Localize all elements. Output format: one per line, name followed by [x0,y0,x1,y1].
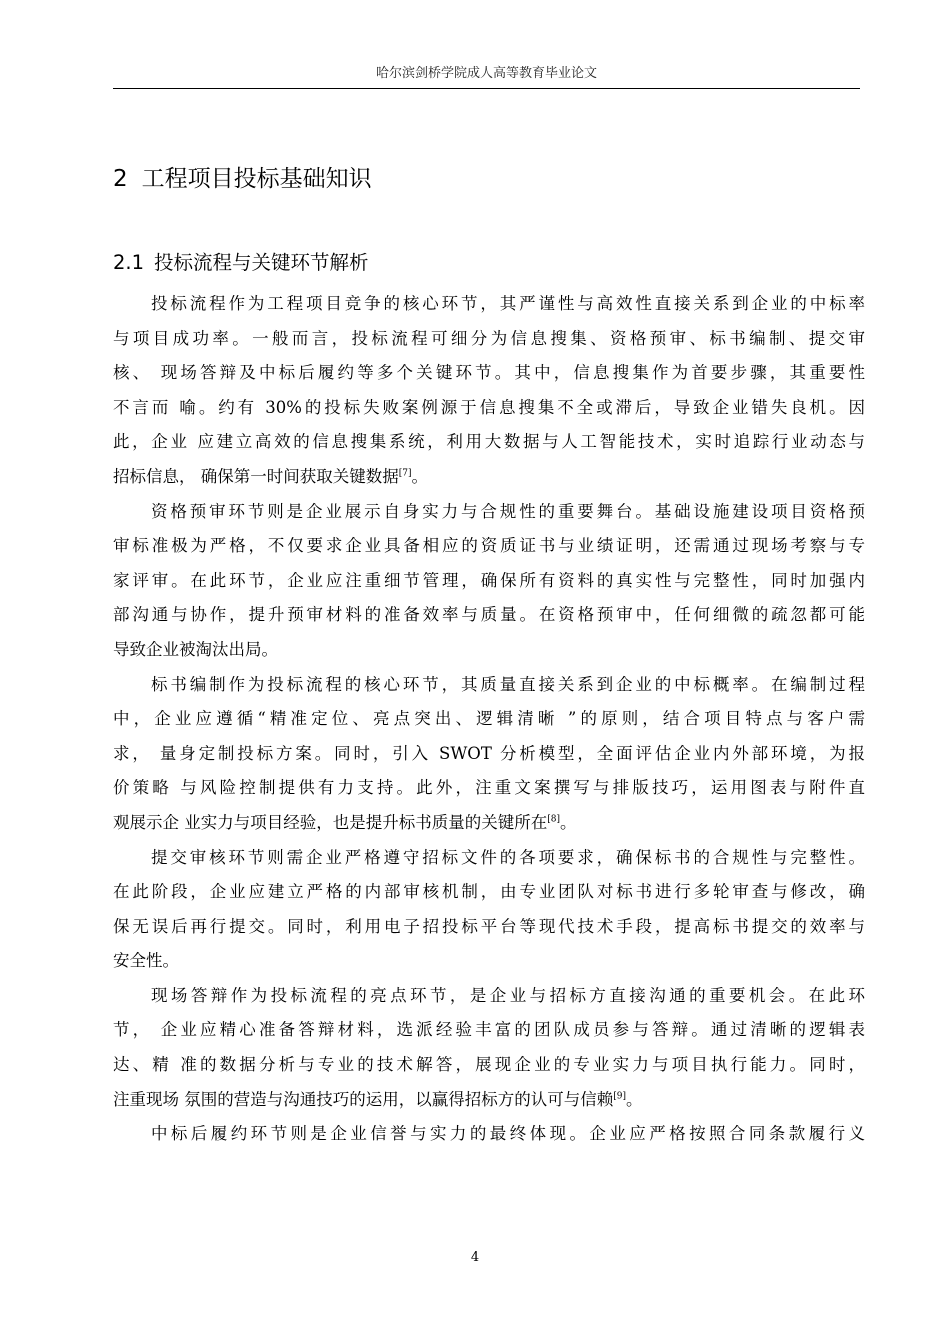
paragraph-line [113,1048,865,1083]
body-paragraph [113,841,865,979]
paragraph-line [113,322,865,357]
body-text [113,287,865,1152]
line-text: 资格预审环节则是企业展示自身实力与合规性的重要舞台。基础设施建设项目资格预 [151,501,865,521]
paragraph-line [113,702,865,737]
paragraph-line [113,598,865,633]
sentence-end: 。 [560,812,577,832]
paragraph-line [113,564,865,599]
paragraph-line [113,1013,865,1048]
paragraph-line [113,287,865,322]
citation-marker: [9] [613,1091,626,1102]
paragraph-line [113,529,865,564]
paragraph-line [113,1117,865,1152]
line-text: 求， 量身定制投标方案。同时，引入 SWOT 分析模型，全面评估企业内外部环境，为报 [113,743,865,763]
citation-marker: [8] [547,814,560,825]
line-text: 保无误后再行提交。同时，利用电子招投标平台等现代技术手段，提高标书提交的效率与 [113,916,865,936]
header-rule [113,88,860,89]
paragraph-line [113,1083,865,1118]
line-text: 节， 企业应精心准备答辩材料，选派经验丰富的团队成员参与答辩。通过清晰的逻辑表 [113,1020,865,1040]
body-paragraph [113,979,865,1117]
paragraph-line [113,841,865,876]
chapter-title [113,163,372,195]
line-text: 导致企业被淘汰出局。 [113,639,278,659]
page-number: 4 [470,1250,480,1265]
line-text: 达、精 准的数据分析与专业的技术解答，展现企业的专业实力与项目执行能力。同时， [113,1055,865,1075]
paragraph-line [113,391,865,426]
line-text: 观展示企 业实力与项目经验，也是提升标书质量的关键所在 [113,812,548,832]
line-text: 注重现场 氛围的营造与沟通技巧的运用，以赢得招标方的认可与信赖 [113,1089,614,1109]
line-text: 提交审核环节则需企业严格遵守招标文件的各项要求，确保标书的合规性与完整性。 [151,847,865,867]
body-paragraph [113,1117,865,1152]
line-text: 标书编制作为投标流程的核心环节，其质量直接关系到企业的中标概率。在编制过程 [151,674,865,694]
line-text: 价策略 与风险控制提供有力支持。此外，注重文案撰写与排版技巧，运用图表与附件直 [113,778,865,798]
line-text: 安全性。 [113,951,179,971]
paragraph-line [113,460,865,495]
paragraph-line [113,356,865,391]
line-text: 中标后履约环节则是企业信誉与实力的最终体现。企业应严格按照合同条款履行义 [151,1124,865,1144]
line-text: 与项目成功率。一般而言，投标流程可细分为信息搜集、资格预审、标书编制、提交审 [113,328,865,348]
paragraph-line [113,771,865,806]
body-paragraph [113,495,865,668]
paragraph-line [113,806,865,841]
section-title-text: 投标流程与关键环节解析 [154,251,369,274]
paragraph-line [113,875,865,910]
line-text: 家评审。在此环节，企业应注重细节管理，确保所有资料的真实性与完整性，同时加强内 [113,570,865,590]
body-paragraph [113,668,865,841]
line-text: 部沟通与协作，提升预审材料的准备效率与质量。在资格预审中，任何细微的疏忽都可能 [113,605,865,625]
paragraph-line [113,668,865,703]
paragraph-line [113,737,865,772]
chapter-number: 2 [113,166,128,192]
paragraph-line [113,910,865,945]
paragraph-line [113,633,865,668]
line-text: 招标信息， 确保第一时间获取关键数据 [113,466,399,486]
line-text: 在此阶段，企业应建立严格的内部审核机制，由专业团队对标书进行多轮审查与修改，确 [113,882,865,902]
sentence-end: 。 [411,466,428,486]
line-text: 现场答辩作为投标流程的亮点环节，是企业与招标方直接沟通的重要机会。在此环 [151,985,865,1005]
paragraph-line [113,944,865,979]
paragraph-line [113,495,865,530]
line-text: 核、 现场答辩及中标后履约等多个关键环节。其中，信息搜集作为首要步骤，其重要性 [113,363,865,383]
line-text: 审标准极为严格，不仅要求企业具备相应的资质证书与业绩证明，还需通过现场考察与专 [113,536,865,556]
sentence-end: 。 [626,1089,643,1109]
line-text: 中，企业应遵循“精准定位、亮点突出、逻辑清晰 ”的原则，结合项目特点与客户需 [113,709,865,729]
running-header: 哈尔滨剑桥学院成人高等教育毕业论文 [375,66,597,81]
section-number: 2.1 [113,251,145,274]
citation-marker: [7] [398,468,412,479]
paragraph-line [113,979,865,1014]
chapter-title-text: 工程项目投标基础知识 [141,166,372,192]
line-text: 此，企业 应建立高效的信息搜集系统，利用大数据与人工智能技术，实时追踪行业动态与 [113,432,865,452]
line-text: 投标流程作为工程项目竞争的核心环节，其严谨性与高效性直接关系到企业的中标率 [151,294,865,313]
line-text: 不言而 喻。约有 30%的投标失败案例源于信息搜集不全或滞后，导致企业错失良机。因 [113,397,865,417]
paragraph-line [113,425,865,460]
body-paragraph [113,287,865,495]
section-title [113,249,369,277]
